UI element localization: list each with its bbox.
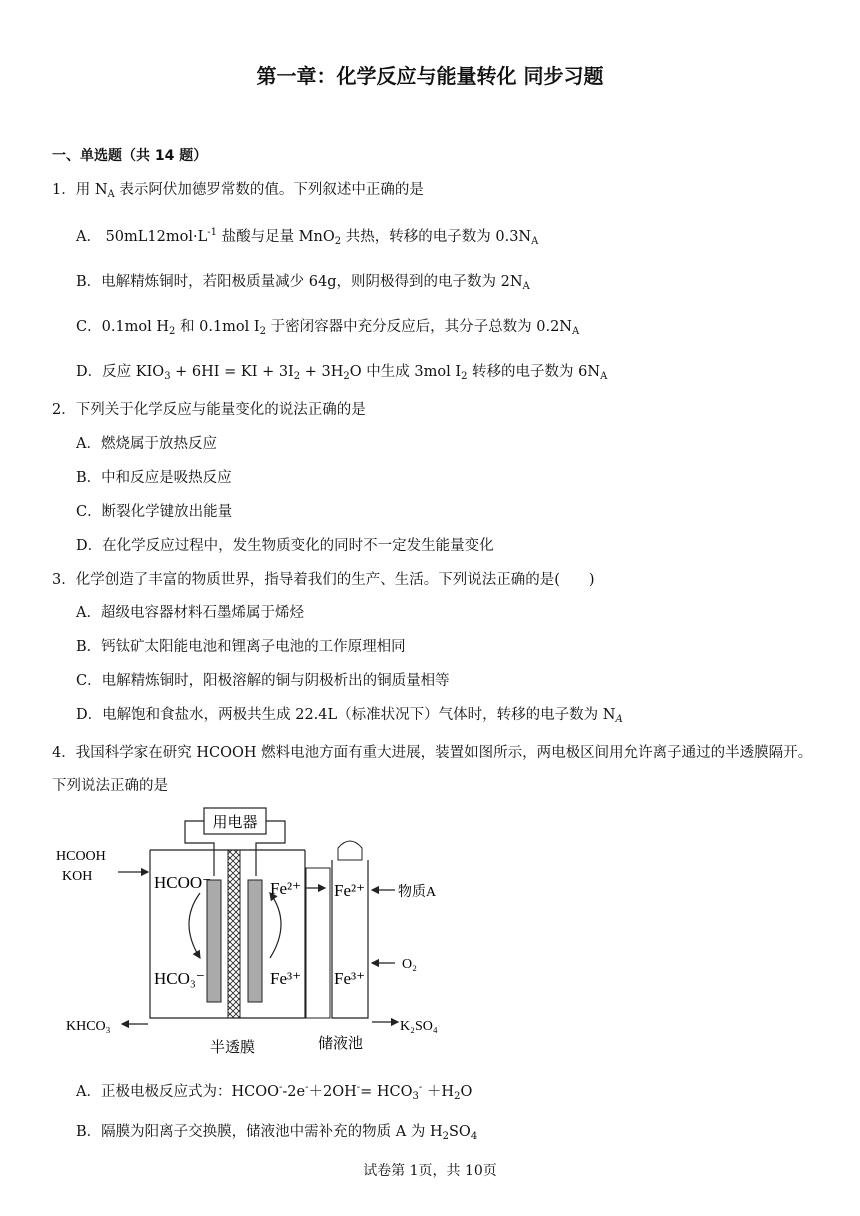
k2so4-label: K₂SO₄ bbox=[400, 1019, 438, 1034]
page-title: 第一章：化学反应与能量转化 同步习题 bbox=[256, 64, 604, 88]
question-3-stem: 3．化学创造了丰富的物质世界，指导着我们的生产、生活。下列说法正确的是( ) bbox=[52, 572, 595, 588]
question-4-option-a: A．正极电极反应式为：HCOO--2e-＋2OH-= $HCO_3^- +H_2O$ bbox=[76, 1082, 473, 1102]
fe2-label-tank: Fe²⁺ bbox=[334, 881, 366, 900]
question-1-option-d: D．反应 $KIO_3 + 6HI$ = KI + $3I_2 + 3H_2O$ 中生成 3mol $I_2$ 转移的电子数为 $6N_A$ bbox=[76, 364, 608, 382]
fe2-label-cell: Fe²⁺ bbox=[270, 879, 302, 898]
question-4-option-b: B．隔膜为阳离子交换膜，储液池中需补充的物质 A 为 $H_2SO_4$ bbox=[76, 1124, 478, 1142]
outlet-left-label: KHCO₃ bbox=[66, 1019, 111, 1034]
question-2-option-a: A．燃烧属于放热反应 bbox=[76, 436, 217, 452]
inlet-label-1: HCOOH bbox=[56, 849, 106, 864]
tank-label: 储液池 bbox=[318, 1036, 364, 1052]
o2-label: O₂ bbox=[402, 957, 417, 972]
question-1-stem: 1．用 $N_A$ 表示阿伏加德罗常数的值。下列叙述中正确的是 bbox=[52, 182, 424, 200]
fuel-cell-diagram bbox=[50, 798, 470, 1068]
hco3-label: HCO₃⁻ bbox=[154, 969, 205, 988]
fe3-label-cell: Fe³⁺ bbox=[270, 969, 302, 988]
question-1-option-a: A． $50mL12mol\cdot L^{-1}$ 盐酸与足量 MnO$_2$ 共热，转移的电子数为 $0.3N_A$ bbox=[76, 227, 539, 247]
question-4-stem: 4．我国科学家在研究 HCOOH 燃料电池方面有重大进展，装置如图所示，两电极区间用允许离子通过的半透膜隔开。下列说法正确的是 bbox=[52, 745, 813, 794]
question-3-option-c: C．电解精炼铜时，阳极溶解的铜与阴极析出的铜质量相等 bbox=[76, 673, 450, 689]
question-3-option-b: B．钙钛矿太阳能电池和锂离子电池的工作原理相同 bbox=[76, 639, 406, 655]
hcoo-label: HCOO⁻ bbox=[154, 873, 212, 892]
fe3-label-tank: Fe³⁺ bbox=[334, 969, 366, 988]
question-1-option-c: C．0.1mol $H_2$ 和 0.1mol $I_2$ 于密闭容器中充分反应后，其分子总数为 $0.2N_A$ bbox=[76, 319, 580, 337]
question-2-option-c: C．断裂化学键放出能量 bbox=[76, 504, 233, 520]
question-2-option-d: D．在化学反应过程中，发生物质变化的同时不一定发生能量变化 bbox=[76, 538, 494, 554]
question-3-option-a: A．超级电容器材料石墨烯属于烯烃 bbox=[76, 605, 304, 621]
question-3-option-d: D．电解饱和食盐水，两极共生成 22.4L（标准状况下）气体时，转移的电子数为 $N_A$ bbox=[76, 707, 623, 725]
page-footer: 试卷第 1页，共 10页 bbox=[363, 1163, 497, 1179]
device-label: 用电器 bbox=[212, 815, 258, 831]
material-a-label: 物质A bbox=[398, 885, 437, 900]
inlet-label-2: KOH bbox=[62, 869, 93, 884]
question-1-option-b: B．电解精炼铜时，若阳极质量减少 64g，则阴极得到的电子数为 $2N_A$ bbox=[76, 274, 530, 292]
question-2-option-b: B．中和反应是吸热反应 bbox=[76, 470, 232, 486]
section-heading: 一、单选题（共 14 题） bbox=[52, 148, 208, 164]
membrane-label: 半透膜 bbox=[210, 1040, 256, 1056]
question-2-stem: 2．下列关于化学反应与能量变化的说法正确的是 bbox=[52, 402, 366, 418]
